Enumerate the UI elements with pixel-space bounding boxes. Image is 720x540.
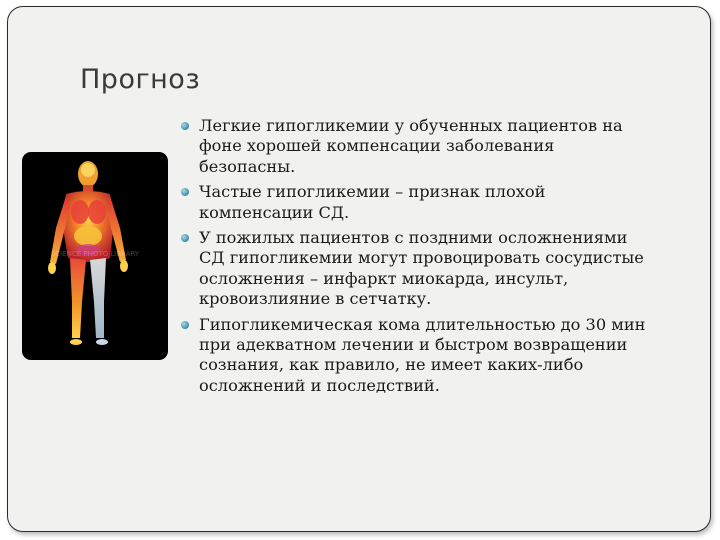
bullet-dot-icon	[181, 122, 189, 130]
bullet-text: У пожилых пациентов с поздними осложнениями СД гипогликемии могут провоцировать сосудистые осложнения – инфаркт миокарда, инсульт, кровоизлияние в сетчатку.	[199, 228, 644, 309]
bullet-item	[181, 116, 651, 177]
anatomy-image	[22, 152, 168, 360]
bullet-list	[181, 116, 651, 401]
bullet-dot-icon	[181, 188, 189, 196]
bullet-item	[181, 315, 651, 397]
watermark-text: SCIENCE PHOTO LIBRARY	[50, 250, 140, 258]
bullet-text: Легкие гипогликемии у обученных пациентов на фоне хорошей компенсации заболевания безопасны.	[199, 116, 623, 176]
bullet-item	[181, 228, 651, 310]
human-anatomy-figure-icon	[22, 152, 168, 360]
bullet-text: Гипогликемическая кома длительностью до 30 мин при адекватном лечении и быстром возвращении сознания, как правило, не имеет каких-либо осложнений и последствий.	[199, 314, 646, 395]
slide-title: Прогноз	[80, 64, 201, 95]
bullet-dot-icon	[181, 321, 189, 329]
bullet-item	[181, 182, 651, 223]
bullet-text: Частые гипогликемии – признак плохой компенсации СД.	[199, 182, 546, 222]
bullet-dot-icon	[181, 234, 189, 242]
